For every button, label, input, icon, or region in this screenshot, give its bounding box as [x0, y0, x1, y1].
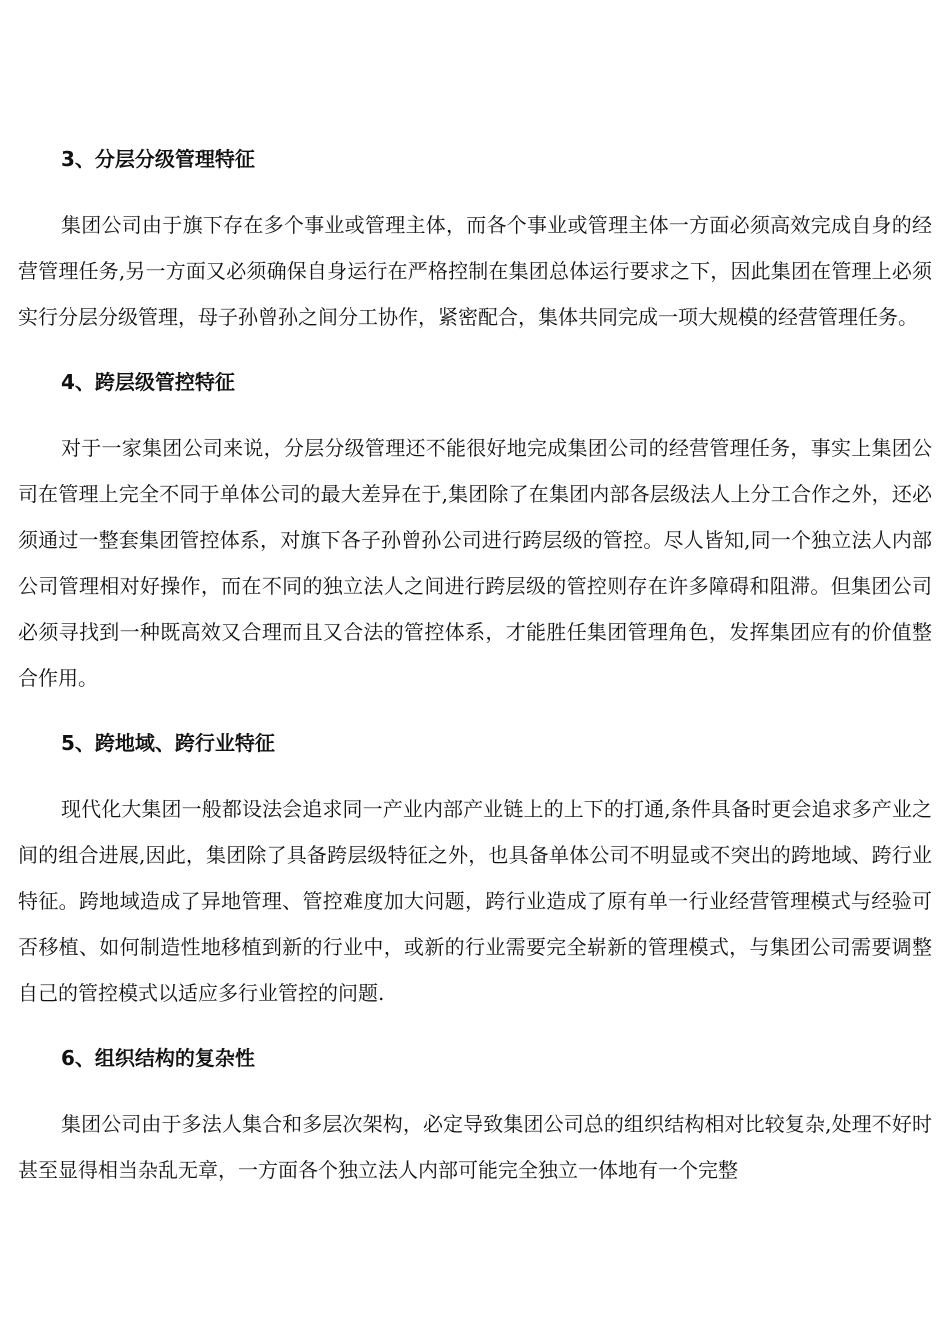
section-paragraph-5: 现代化大集团一般都设法会追求同一产业内部产业链上的上下的打通,条件具备时更会追求多产业之间的组合进展,因此，集团除了具备跨层级特征之外，也具备单体公司不明显或不突出的跨地域、跨行业特征。跨地域造成了异地管理、管控难度加大问题，跨行业造成了原有单一行业经营管理模式与经验可否移植、如何制造性地移植到新的行业中，或新的行业需要完全崭新的管理模式，与集团公司需要调整自己的管控模式以适应多行业管控的问题.	[18, 797, 932, 1005]
section-heading-4: 4、跨层级管控特征	[61, 370, 235, 394]
section-heading-6: 6、组织结构的复杂性	[61, 1046, 255, 1070]
section-heading-3: 3、分层分级管理特征	[61, 147, 255, 171]
section-paragraph-3: 集团公司由于旗下存在多个事业或管理主体，而各个事业或管理主体一方面必须高效完成自身的经营管理任务,另一方面又必须确保自身运行在严格控制在集团总体运行要求之下，因此集团在管理上必须实行分层分级管理，母子孙曾孙之间分工协作，紧密配合，集体共同完成一项大规模的经营管理任务。	[18, 213, 932, 329]
section-heading-5: 5、跨地域、跨行业特征	[61, 731, 275, 755]
document-page	[18, 136, 932, 1193]
section-paragraph-6: 集团公司由于多法人集合和多层次架构，必定导致集团公司总的组织结构相对比较复杂,处理不好时甚至显得相当杂乱无章，一方面各个独立法人内部可能完全独立一体地有一个完整	[18, 1112, 932, 1182]
section-paragraph-4: 对于一家集团公司来说，分层分级管理还不能很好地完成集团公司的经营管理任务，事实上集团公司在管理上完全不同于单体公司的最大差异在于,集团除了在集团内部各层级法人上分工合作之外，还必须通过一整套集团管控体系，对旗下各子孙曾孙公司进行跨层级的管控。尽人皆知,同一个独立法人内部公司管理相对好操作，而在不同的独立法人之间进行跨层级的管控则存在许多障碍和阻滞。但集团公司必须寻找到一种既高效又合理而且又合法的管控体系，才能胜任集团管理角色，发挥集团应有的价值整合作用。	[18, 436, 932, 690]
